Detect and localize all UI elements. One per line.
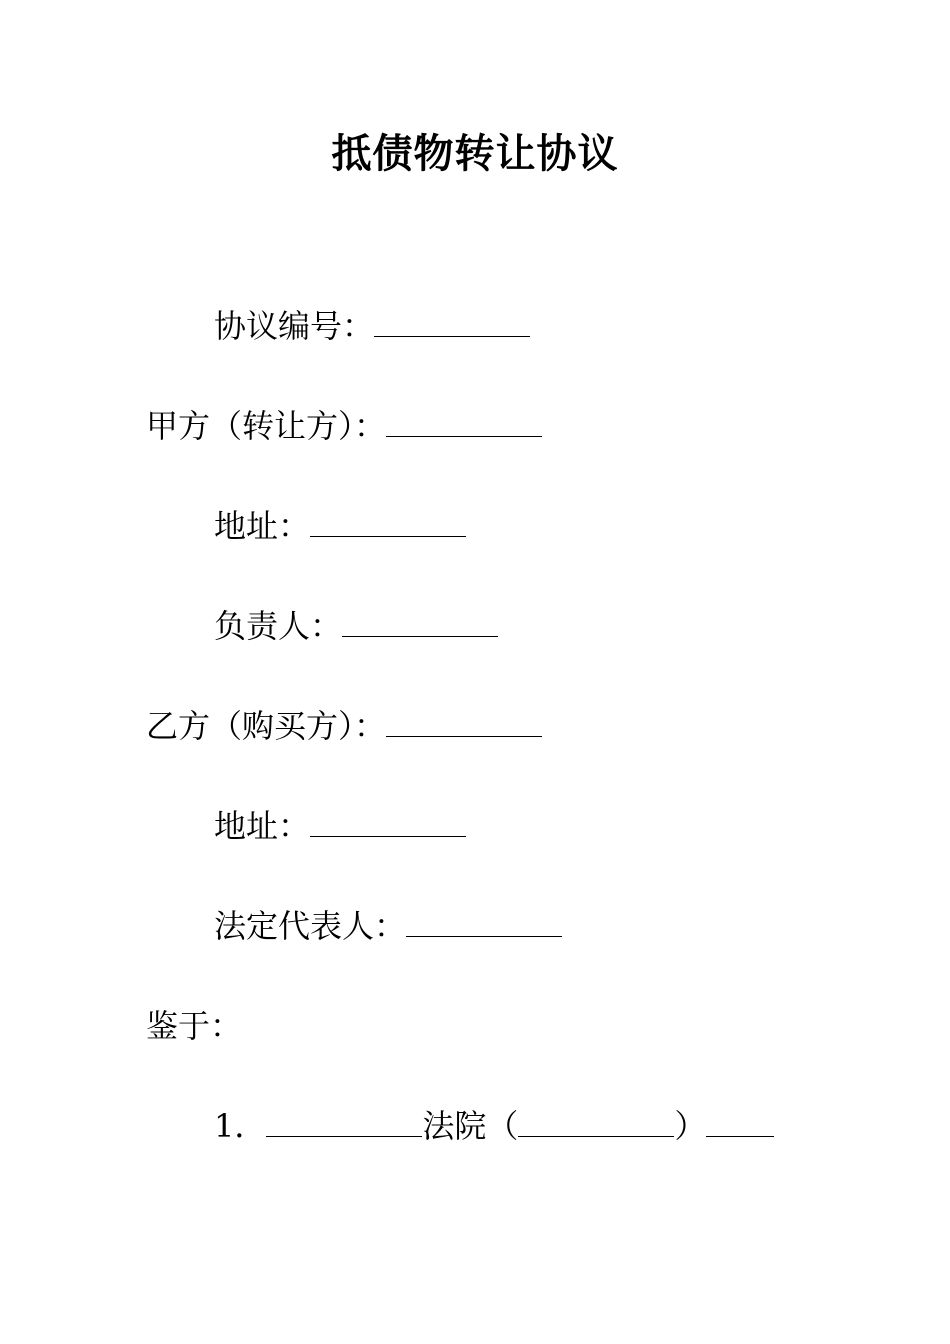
whereas-label: 鉴于： <box>146 1007 243 1045</box>
agreement-number-line <box>214 304 530 348</box>
agreement-number-blank <box>374 306 530 337</box>
party-a-blank <box>386 406 542 437</box>
party-b-blank <box>386 706 542 737</box>
party-a-person-blank <box>342 606 498 637</box>
party-a-address-label: 地址： <box>214 507 311 545</box>
party-a-label: 甲方（转让方）： <box>146 407 387 445</box>
clause-1-court-text: 法院（ <box>422 1107 519 1145</box>
clause-1-close-paren: ） <box>674 1107 707 1145</box>
agreement-number-label: 协议编号： <box>214 307 375 345</box>
document-title: 抵债物转让协议 <box>331 130 619 177</box>
party-b-address-label: 地址： <box>214 807 311 845</box>
party-a-person-line <box>214 604 498 648</box>
clause-1-case-blank <box>518 1106 674 1137</box>
party-b-rep-blank <box>406 906 562 937</box>
party-a-address-line <box>214 504 466 548</box>
party-b-rep-label: 法定代表人： <box>214 907 407 945</box>
clause-1-court-blank <box>266 1106 422 1137</box>
party-a-person-label: 负责人： <box>214 607 343 645</box>
clause-1-tail-blank <box>706 1106 774 1137</box>
party-b-rep-line <box>214 904 562 948</box>
clause-1-number: 1． <box>214 1107 267 1145</box>
whereas-line <box>146 1004 242 1048</box>
party-b-address-blank <box>310 806 466 837</box>
party-b-address-line <box>214 804 466 848</box>
party-a-line <box>146 404 542 448</box>
party-b-label: 乙方（购买方）： <box>146 707 387 745</box>
party-a-address-blank <box>310 506 466 537</box>
party-b-line <box>146 704 542 748</box>
clause-1-line <box>214 1104 774 1148</box>
